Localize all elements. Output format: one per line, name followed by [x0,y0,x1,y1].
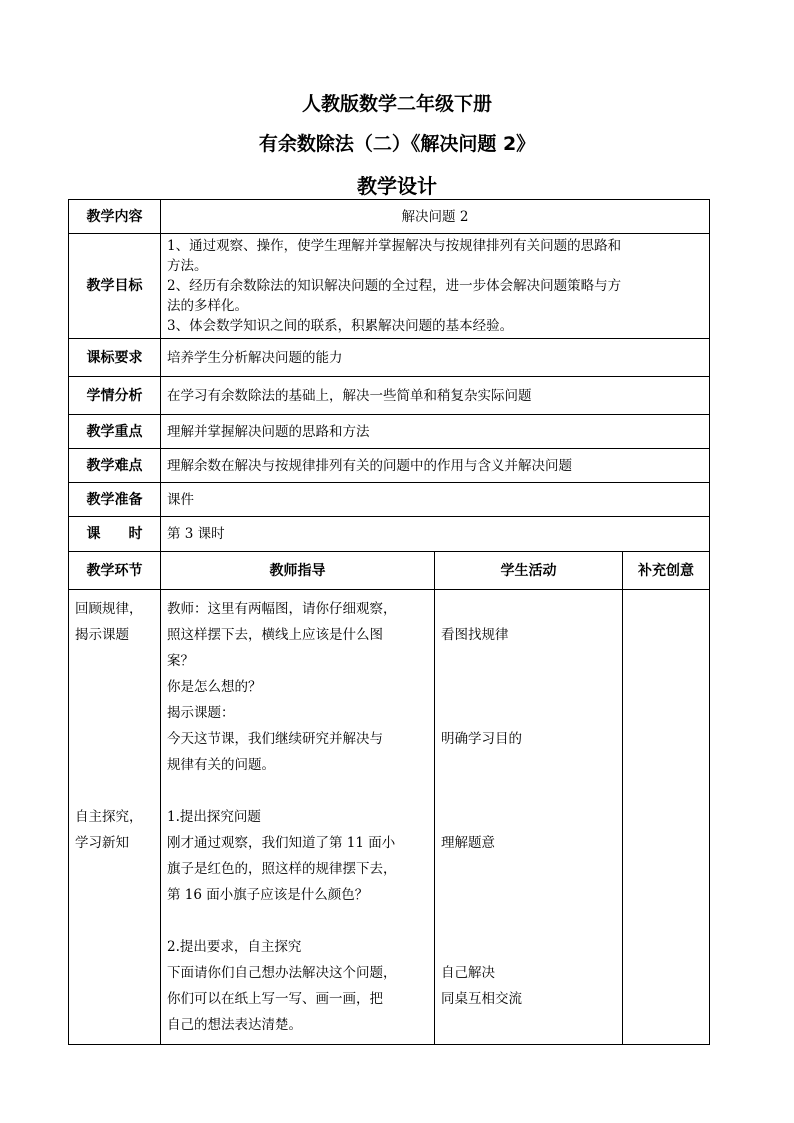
value-content: 解决问题 2 [161,200,710,234]
teacher-line: 今天这节课，我们继续研究并解决与 [167,731,383,747]
goal-line: 1、通过观察、操作，使学生理解并掌握解决与按规律排列有关问题的思路和 [167,238,622,254]
teacher-line: 2.提出要求，自主探究 [167,939,302,955]
title-design: 教学设计 [357,174,437,198]
stage-2-line: 自主探究， [75,809,143,825]
extra-ideas-cell [623,590,710,1045]
header-student: 学生活动 [435,552,623,590]
value-difficulty: 理解余数在解决与按规律排列有关的问题中的作用与含义并解决问题 [161,449,710,483]
header-extra: 补充创意 [623,552,710,590]
value-key-point: 理解并掌握解决问题的思路和方法 [161,415,710,449]
teacher-line: 案？ [167,653,194,669]
label-analysis: 学情分析 [69,377,161,415]
row-preparation [69,483,710,517]
label-standard: 课标要求 [69,339,161,377]
label-key-point: 教学重点 [69,415,161,449]
title-lesson: 有余数除法（二）《解决问题 2》 [258,133,536,155]
goal-line: 3、体会数学知识之间的联系，积累解决问题的基本经验。 [167,318,514,334]
teacher-line: 你们可以在纸上写一写、画一画，把 [167,991,383,1007]
teacher-line: 下面请你们自己想办法解决这个问题， [167,965,397,981]
teacher-line: 揭示课题： [167,705,235,721]
student-activity: 明确学习目的 [441,731,522,747]
title-grade-book: 人教版数学二年级下册 [301,93,492,115]
goal-line: 方法。 [167,258,208,274]
student-activity: 理解题意 [441,835,495,851]
value-standard: 培养学生分析解决问题的能力 [161,339,710,377]
teacher-line: 刚才通过观察，我们知道了第 11 面小 [167,835,396,851]
row-difficulty [69,449,710,483]
value-goals [161,234,710,339]
value-preparation: 课件 [161,483,710,517]
row-period [69,517,710,552]
label-content: 教学内容 [69,200,161,234]
stage-1-line: 揭示课题 [75,627,129,643]
teacher-line: 自己的想法表达清楚。 [167,1017,302,1033]
row-analysis [69,377,710,415]
teacher-line: 规律有关的问题。 [167,757,275,773]
value-analysis: 在学习有余数除法的基础上，解决一些简单和稍复杂实际问题 [161,377,710,415]
row-goals [69,234,710,339]
teacher-line: 你是怎么想的？ [167,679,262,695]
student-activity: 看图找规律 [441,627,509,643]
header-teacher: 教师指导 [161,552,435,590]
process-body-row [69,590,710,1045]
row-key-point [69,415,710,449]
goal-line: 2、经历有余数除法的知识解决问题的全过程，进一步体会解决问题策略与方 [167,278,622,294]
teacher-line: 1.提出探究问题 [167,809,261,825]
row-standard [69,339,710,377]
label-difficulty: 教学难点 [69,449,161,483]
stage-cell [69,590,161,1045]
teacher-line: 旗子是红色的，照这样的规律摆下去， [167,861,397,877]
stage-1-line: 回顾规律， [75,601,143,617]
document-title-block [0,84,794,208]
student-activity: 同桌互相交流 [441,991,522,1007]
process-header-row [69,552,710,590]
header-stage: 教学环节 [69,552,161,590]
label-preparation: 教学准备 [69,483,161,517]
student-activity-cell [435,590,623,1045]
goal-line: 法的多样化。 [167,298,248,314]
teacher-guidance-cell [161,590,435,1045]
label-goals: 教学目标 [69,234,161,339]
value-period: 第 3 课时 [161,517,710,552]
student-activity: 自己解决 [441,965,495,981]
teacher-line: 教师：这里有两幅图，请你仔细观察， [167,601,397,617]
label-period: 课 时 [69,517,161,552]
teacher-line: 照这样摆下去，横线上应该是什么图 [167,627,383,643]
stage-2-line: 学习新知 [75,835,129,851]
row-content [69,200,710,234]
lesson-plan-table [68,199,710,1045]
teacher-line: 第 16 面小旗子应该是什么颜色？ [167,887,369,903]
